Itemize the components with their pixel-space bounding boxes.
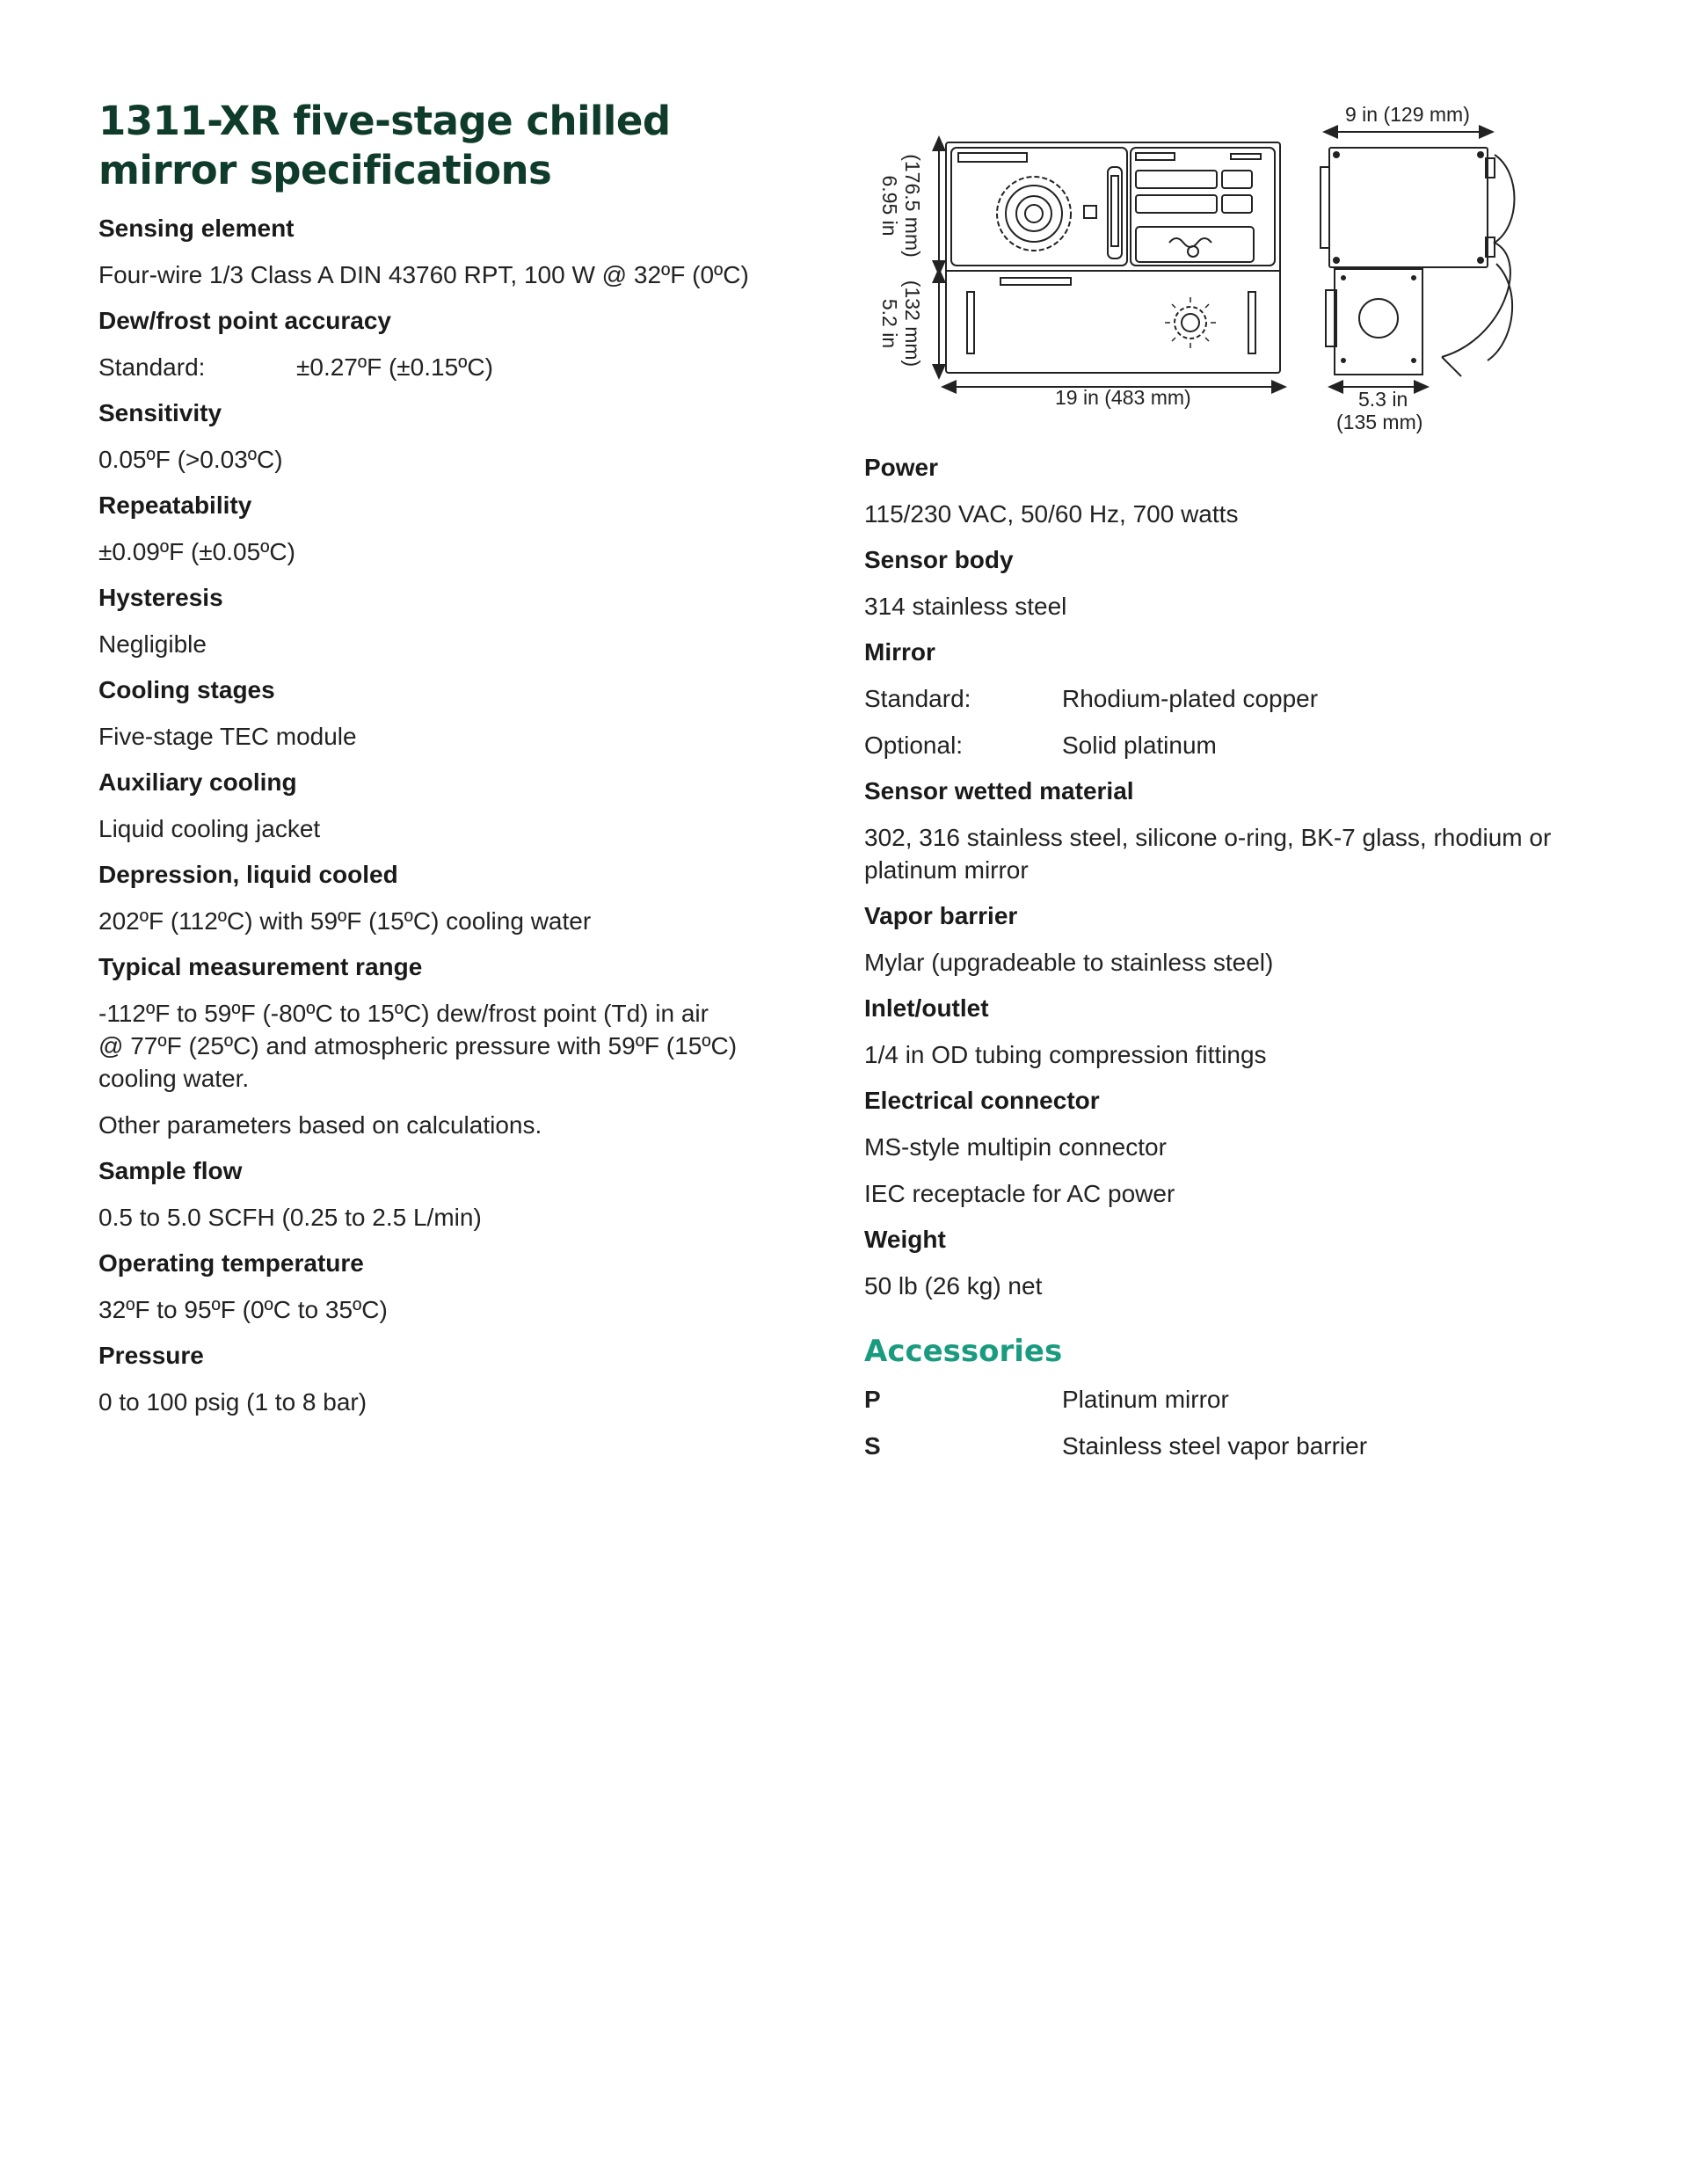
spec-hysteresis xyxy=(98,582,802,660)
spec-label: Auxiliary cooling xyxy=(98,768,297,796)
spec-value: Negligible xyxy=(98,630,207,658)
spec-label: Dew/frost point accuracy xyxy=(98,307,391,334)
spec-operating-temperature xyxy=(98,1248,802,1326)
spec-value: 115/230 VAC, 50/60 Hz, 700 watts xyxy=(864,500,1239,528)
spec-value: Solid platinum xyxy=(1062,732,1217,759)
spec-key: Standard: xyxy=(864,685,971,712)
range-line-2: @ 77ºF (25ºC) and atmospheric pressure with 59ºF (15ºC) xyxy=(98,1032,738,1059)
spec-label: Mirror xyxy=(864,638,935,666)
dim-top-height-2: (176.5 mm) xyxy=(901,154,924,258)
spec-value: 0.05ºF (>0.03ºC) xyxy=(98,446,283,473)
spec-repeatability xyxy=(98,490,802,568)
spec-value: 314 stainless steel xyxy=(864,593,1067,620)
dim-depth-1: 5.3 in xyxy=(1358,388,1408,411)
spec-weight xyxy=(864,1224,1612,1302)
spec-pressure xyxy=(98,1340,802,1418)
title-line-1: 1311-XR five-stage chilled xyxy=(98,98,671,144)
spec-value: Liquid cooling jacket xyxy=(98,815,321,842)
spec-label: Repeatability xyxy=(98,491,252,519)
spec-vapor-barrier xyxy=(864,900,1612,979)
spec-value xyxy=(98,997,802,1095)
spec-label: Sensing element xyxy=(98,215,295,242)
accessory-desc: Stainless steel vapor barrier xyxy=(1062,1432,1368,1460)
spec-value: MS-style multipin connector xyxy=(864,1133,1167,1161)
spec-inlet-outlet xyxy=(864,993,1612,1071)
spec-aux-cooling xyxy=(98,767,802,845)
range-line-3: cooling water. xyxy=(98,1065,250,1092)
spec-label: Sample flow xyxy=(98,1157,243,1184)
spec-label: Vapor barrier xyxy=(864,902,1018,929)
spec-label: Typical measurement range xyxy=(98,953,423,980)
spec-cooling-stages xyxy=(98,674,802,753)
spec-label: Pressure xyxy=(98,1342,204,1369)
spec-key: Standard: xyxy=(98,353,206,381)
spec-value: 32ºF to 95ºF (0ºC to 35ºC) xyxy=(98,1296,388,1323)
spec-depression xyxy=(98,859,802,937)
spec-wetted-material xyxy=(864,775,1612,886)
spec-value: Four-wire 1/3 Class A DIN 43760 RPT, 100 W @ 32ºF (0ºC) xyxy=(98,261,749,288)
spec-label: Depression, liquid cooled xyxy=(98,861,398,888)
spec-row xyxy=(864,729,1612,761)
spec-key: Optional: xyxy=(864,732,964,759)
accessory-code: S xyxy=(864,1432,881,1460)
range-line-1: -112ºF to 59ºF (-80ºC to 15ºC) dew/frost point (Td) in air xyxy=(98,1000,709,1027)
dim-bottom-height-1: 5.2 in xyxy=(878,298,901,349)
spec-sample-flow xyxy=(98,1155,802,1234)
spec-mirror xyxy=(864,637,1612,761)
spec-label: Electrical connector xyxy=(864,1087,1100,1114)
spec-value: 1/4 in OD tubing compression fittings xyxy=(864,1041,1267,1068)
spec-label: Sensor wetted material xyxy=(864,777,1134,804)
accessory-desc: Platinum mirror xyxy=(1062,1386,1229,1413)
spec-sensing-element xyxy=(98,213,802,291)
spec-label: Sensitivity xyxy=(98,399,222,426)
spec-value: 0.5 to 5.0 SCFH (0.25 to 2.5 L/min) xyxy=(98,1204,482,1231)
accessories-heading: Accessories xyxy=(864,1334,1063,1369)
side-view xyxy=(1329,148,1488,267)
spec-row xyxy=(864,682,1612,715)
dim-bottom-height-2: (132 mm) xyxy=(901,280,924,368)
spec-value: Mylar (upgradeable to stainless steel) xyxy=(864,949,1274,976)
left-column xyxy=(98,97,802,1432)
spec-label: Inlet/outlet xyxy=(864,994,989,1022)
accessory-code: P xyxy=(864,1386,881,1413)
accessory-item xyxy=(864,1383,1612,1416)
dimension-drawing xyxy=(870,97,1521,444)
spec-label: Cooling stages xyxy=(98,676,275,703)
spec-value: ±0.09ºF (±0.05ºC) xyxy=(98,538,295,565)
spec-sensitivity xyxy=(98,397,802,476)
fan-icon xyxy=(1175,307,1206,339)
wetted-line-1: 302, 316 stainless steel, silicone o-ring, BK-7 glass, rhodium or xyxy=(864,824,1552,851)
spec-value: 0 to 100 psig (1 to 8 bar) xyxy=(98,1388,367,1416)
spec-value xyxy=(864,821,1612,886)
spec-row xyxy=(98,351,802,383)
accessory-item xyxy=(864,1430,1612,1462)
dim-depth-2: (135 mm) xyxy=(1336,411,1423,433)
spec-label: Hysteresis xyxy=(98,584,223,611)
dim-top-height-1: 6.95 in xyxy=(878,175,901,237)
spec-value: Rhodium-plated copper xyxy=(1062,685,1319,712)
spec-value: ±0.27ºF (±0.15ºC) xyxy=(296,353,493,381)
page-title xyxy=(98,97,802,195)
spec-label: Power xyxy=(864,454,939,481)
spec-accuracy xyxy=(98,305,802,383)
spec-value: Five-stage TEC module xyxy=(98,723,357,750)
title-line-2: mirror specifications xyxy=(98,147,552,193)
dim-front-width: 19 in (483 mm) xyxy=(1055,386,1191,409)
right-column xyxy=(864,452,1612,1476)
dial-icon xyxy=(997,177,1071,251)
range-note: Other parameters based on calculations. xyxy=(98,1111,542,1139)
spec-measurement-range xyxy=(98,951,802,1141)
spec-electrical-connector xyxy=(864,1085,1612,1210)
spec-label: Sensor body xyxy=(864,546,1014,573)
wetted-line-2: platinum mirror xyxy=(864,856,1029,884)
spec-sensor-body xyxy=(864,544,1612,622)
spec-label: Operating temperature xyxy=(98,1249,364,1277)
dim-side-width: 9 in (129 mm) xyxy=(1345,103,1470,126)
spec-value: IEC receptacle for AC power xyxy=(864,1180,1175,1207)
spec-value: 202ºF (112ºC) with 59ºF (15ºC) cooling water xyxy=(98,907,592,935)
spec-label: Weight xyxy=(864,1226,946,1253)
spec-power xyxy=(864,452,1612,530)
spec-value: 50 lb (26 kg) net xyxy=(864,1272,1043,1299)
